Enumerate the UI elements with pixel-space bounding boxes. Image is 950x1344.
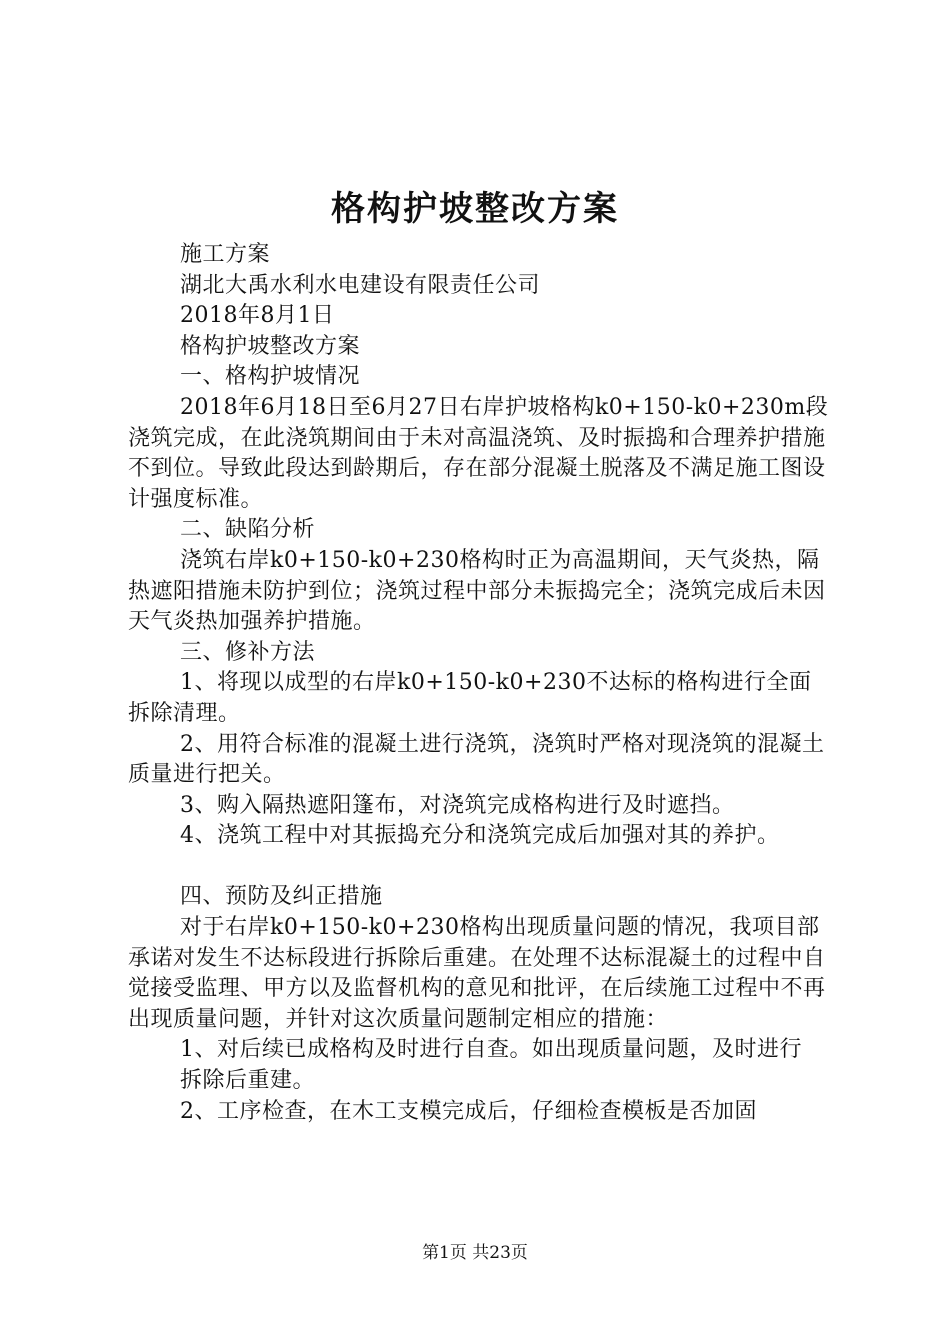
list-item: 1、将现以成型的右岸k0+150-k0+230不达标的格构进行全面拆除清理。 [128,670,812,726]
section-heading: 一、格构护坡情况 [180,364,361,390]
page-footer: 第1页 共23页 [422,1243,528,1263]
section-heading: 四、预防及纠正措施 [180,884,383,910]
list-item: 2、工序检查，在木工支模完成后，仔细检查模板是否加固 [180,1098,757,1124]
document-body [128,240,830,1127]
document-title: 格构护坡整改方案 [331,189,619,229]
section-paragraph: 对于右岸k0+150-k0+230格构出现质量问题的情况，我项目部承诺对发生不达标段进行拆除后重建。在处理不达标混凝土的过程中自觉接受监理、甲方以及监督机构的意见和批评，在后续施工过程中不再出现质量问题，并针对这次质量问题制定相应的措施： [128,915,826,1032]
company-line: 湖北大禹水利水电建设有限责任公司 [180,272,541,298]
list-item: 1、对后续已成格构及时进行自查。如出现质量问题，及时进行 [180,1037,802,1063]
subtitle-line: 格构护坡整改方案 [180,333,361,359]
section-heading: 二、缺陷分析 [180,517,316,543]
list-item: 3、购入隔热遮阳篷布，对浇筑完成格构进行及时遮挡。 [180,792,735,818]
list-item: 2、用符合标准的混凝土进行浇筑，浇筑时严格对现浇筑的混凝土质量进行把关。 [128,731,825,788]
doc-type-line: 施工方案 [180,242,271,267]
section-heading: 三、修补方法 [180,639,316,665]
section-paragraph: 2018年6月18日至6月27日右岸护坡格构k0+150-k0+230m段浇筑完成，在此浇筑期间由于未对高温浇筑、及时振捣和合理养护措施不到位。导致此段达到龄期后，存在部分混凝土脱落及不满足施工图设计强度标准。 [128,394,829,512]
blank-line [128,852,830,883]
section-paragraph: 浇筑右岸k0+150-k0+230格构时正为高温期间，天气炎热，隔热遮阳措施未防护到位；浇筑过程中部分未振捣完全；浇筑完成后未因天气炎热加强养护措施。 [128,547,826,635]
list-item-continued: 拆除后重建。 [180,1068,316,1094]
list-item: 4、浇筑工程中对其振捣充分和浇筑完成后加强对其的养护。 [180,823,780,849]
date-line: 2018年8月1日 [180,303,335,329]
